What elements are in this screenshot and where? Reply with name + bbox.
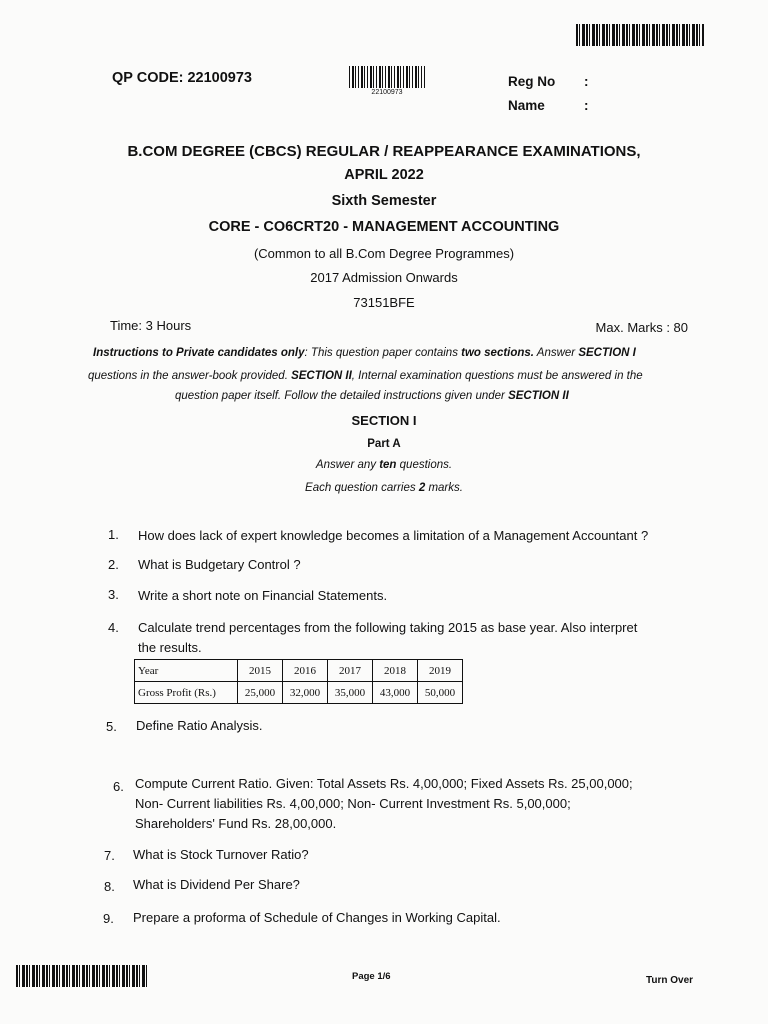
barcode-top-right xyxy=(576,24,704,46)
table-cell: 43,000 xyxy=(373,682,418,704)
table-header-cell: 2016 xyxy=(283,660,328,682)
exam-month: APRIL 2022 xyxy=(344,167,424,183)
section-title: SECTION I xyxy=(351,413,417,428)
table-row xyxy=(135,660,463,682)
question-5-text: Define Ratio Analysis. xyxy=(136,718,263,733)
table-cell: 35,000 xyxy=(328,682,373,704)
table-header-cell: 2018 xyxy=(373,660,418,682)
question-9-number: 9. xyxy=(103,911,114,926)
admission-note: 2017 Admission Onwards xyxy=(310,270,458,285)
question-3-number: 3. xyxy=(108,587,119,602)
table-header-cell: 2015 xyxy=(238,660,283,682)
question-9-text: Prepare a proforma of Schedule of Changes in Working Capital. xyxy=(133,910,501,925)
table-header-cell: 2017 xyxy=(328,660,373,682)
barcode-bottom-left xyxy=(16,965,147,987)
reg-no-label: Reg No xyxy=(508,74,556,89)
table-cell: 32,000 xyxy=(283,682,328,704)
course-title: CORE - CO6CRT20 - MANAGEMENT ACCOUNTING xyxy=(208,219,560,235)
max-marks: Max. Marks : 80 xyxy=(595,320,688,335)
question-6-number: 6. xyxy=(113,779,124,794)
table-row xyxy=(135,682,463,704)
marks-instruction: Each question carries 2 marks. xyxy=(305,482,463,494)
table-cell: 50,000 xyxy=(418,682,463,704)
question-1-text: How does lack of expert knowledge becomes a limitation of a Management Accountant ? xyxy=(138,528,649,543)
instructions-line-1: Instructions to Private candidates only: This question paper contains two sections. Answer SECTION I xyxy=(93,347,636,359)
gross-profit-table xyxy=(134,659,463,704)
question-6-text-line-1: Compute Current Ratio. Given: Total Assets Rs. 4,00,000; Fixed Assets Rs. 25,00,000; xyxy=(135,776,633,791)
question-6-text-line-2: Non- Current liabilities Rs. 4,00,000; Non- Current Investment Rs. 5,00,000; xyxy=(135,796,571,811)
instructions-lead: Instructions to Private candidates only xyxy=(93,347,305,359)
question-4-number: 4. xyxy=(108,620,119,635)
page-number: Page 1/6 xyxy=(352,971,391,982)
question-8-number: 8. xyxy=(104,879,115,894)
table-cell: Gross Profit (Rs.) xyxy=(135,682,238,704)
question-6-text-line-3: Shareholders' Fund Rs. 28,00,000. xyxy=(135,816,337,831)
question-4-text-line-1: Calculate trend percentages from the following taking 2015 as base year. Also interpret xyxy=(138,620,638,635)
table-header-cell: Year xyxy=(135,660,238,682)
question-2-number: 2. xyxy=(108,557,119,572)
exam-semester: Sixth Semester xyxy=(331,193,437,209)
instructions-line-3: question paper itself. Follow the detailed instructions given under SECTION II xyxy=(175,390,569,402)
question-1-number: 1. xyxy=(108,527,119,542)
question-4-text-line-2: the results. xyxy=(138,640,202,655)
name-label: Name xyxy=(508,98,545,113)
common-note: (Common to all B.Com Degree Programmes) xyxy=(253,246,515,261)
name-colon: : xyxy=(584,98,589,113)
question-7-text: What is Stock Turnover Ratio? xyxy=(133,847,309,862)
part-title: Part A xyxy=(367,438,401,450)
instructions-line-2: questions in the answer-book provided. SECTION II, Internal examination questions must be answered in the xyxy=(88,370,643,382)
qp-code: QP CODE: 22100973 xyxy=(112,70,252,86)
question-2-text: What is Budgetary Control ? xyxy=(138,557,301,572)
time-label: Time: 3 Hours xyxy=(110,318,192,333)
question-7-number: 7. xyxy=(104,848,115,863)
question-8-text: What is Dividend Per Share? xyxy=(133,877,300,892)
barcode-qp xyxy=(349,66,425,88)
barcode-number: 22100973 xyxy=(371,89,403,96)
table-header-cell: 2019 xyxy=(418,660,463,682)
exam-title: B.COM DEGREE (CBCS) REGULAR / REAPPEARANCE EXAMINATIONS, xyxy=(127,143,641,160)
table-cell: 25,000 xyxy=(238,682,283,704)
answer-instruction: Answer any ten questions. xyxy=(315,459,453,471)
turn-over-label: Turn Over xyxy=(646,975,694,986)
reg-no-colon: : xyxy=(584,74,589,89)
question-3-text: Write a short note on Financial Statements. xyxy=(138,588,388,603)
paper-code: 73151BFE xyxy=(353,295,415,310)
question-5-number: 5. xyxy=(106,719,117,734)
